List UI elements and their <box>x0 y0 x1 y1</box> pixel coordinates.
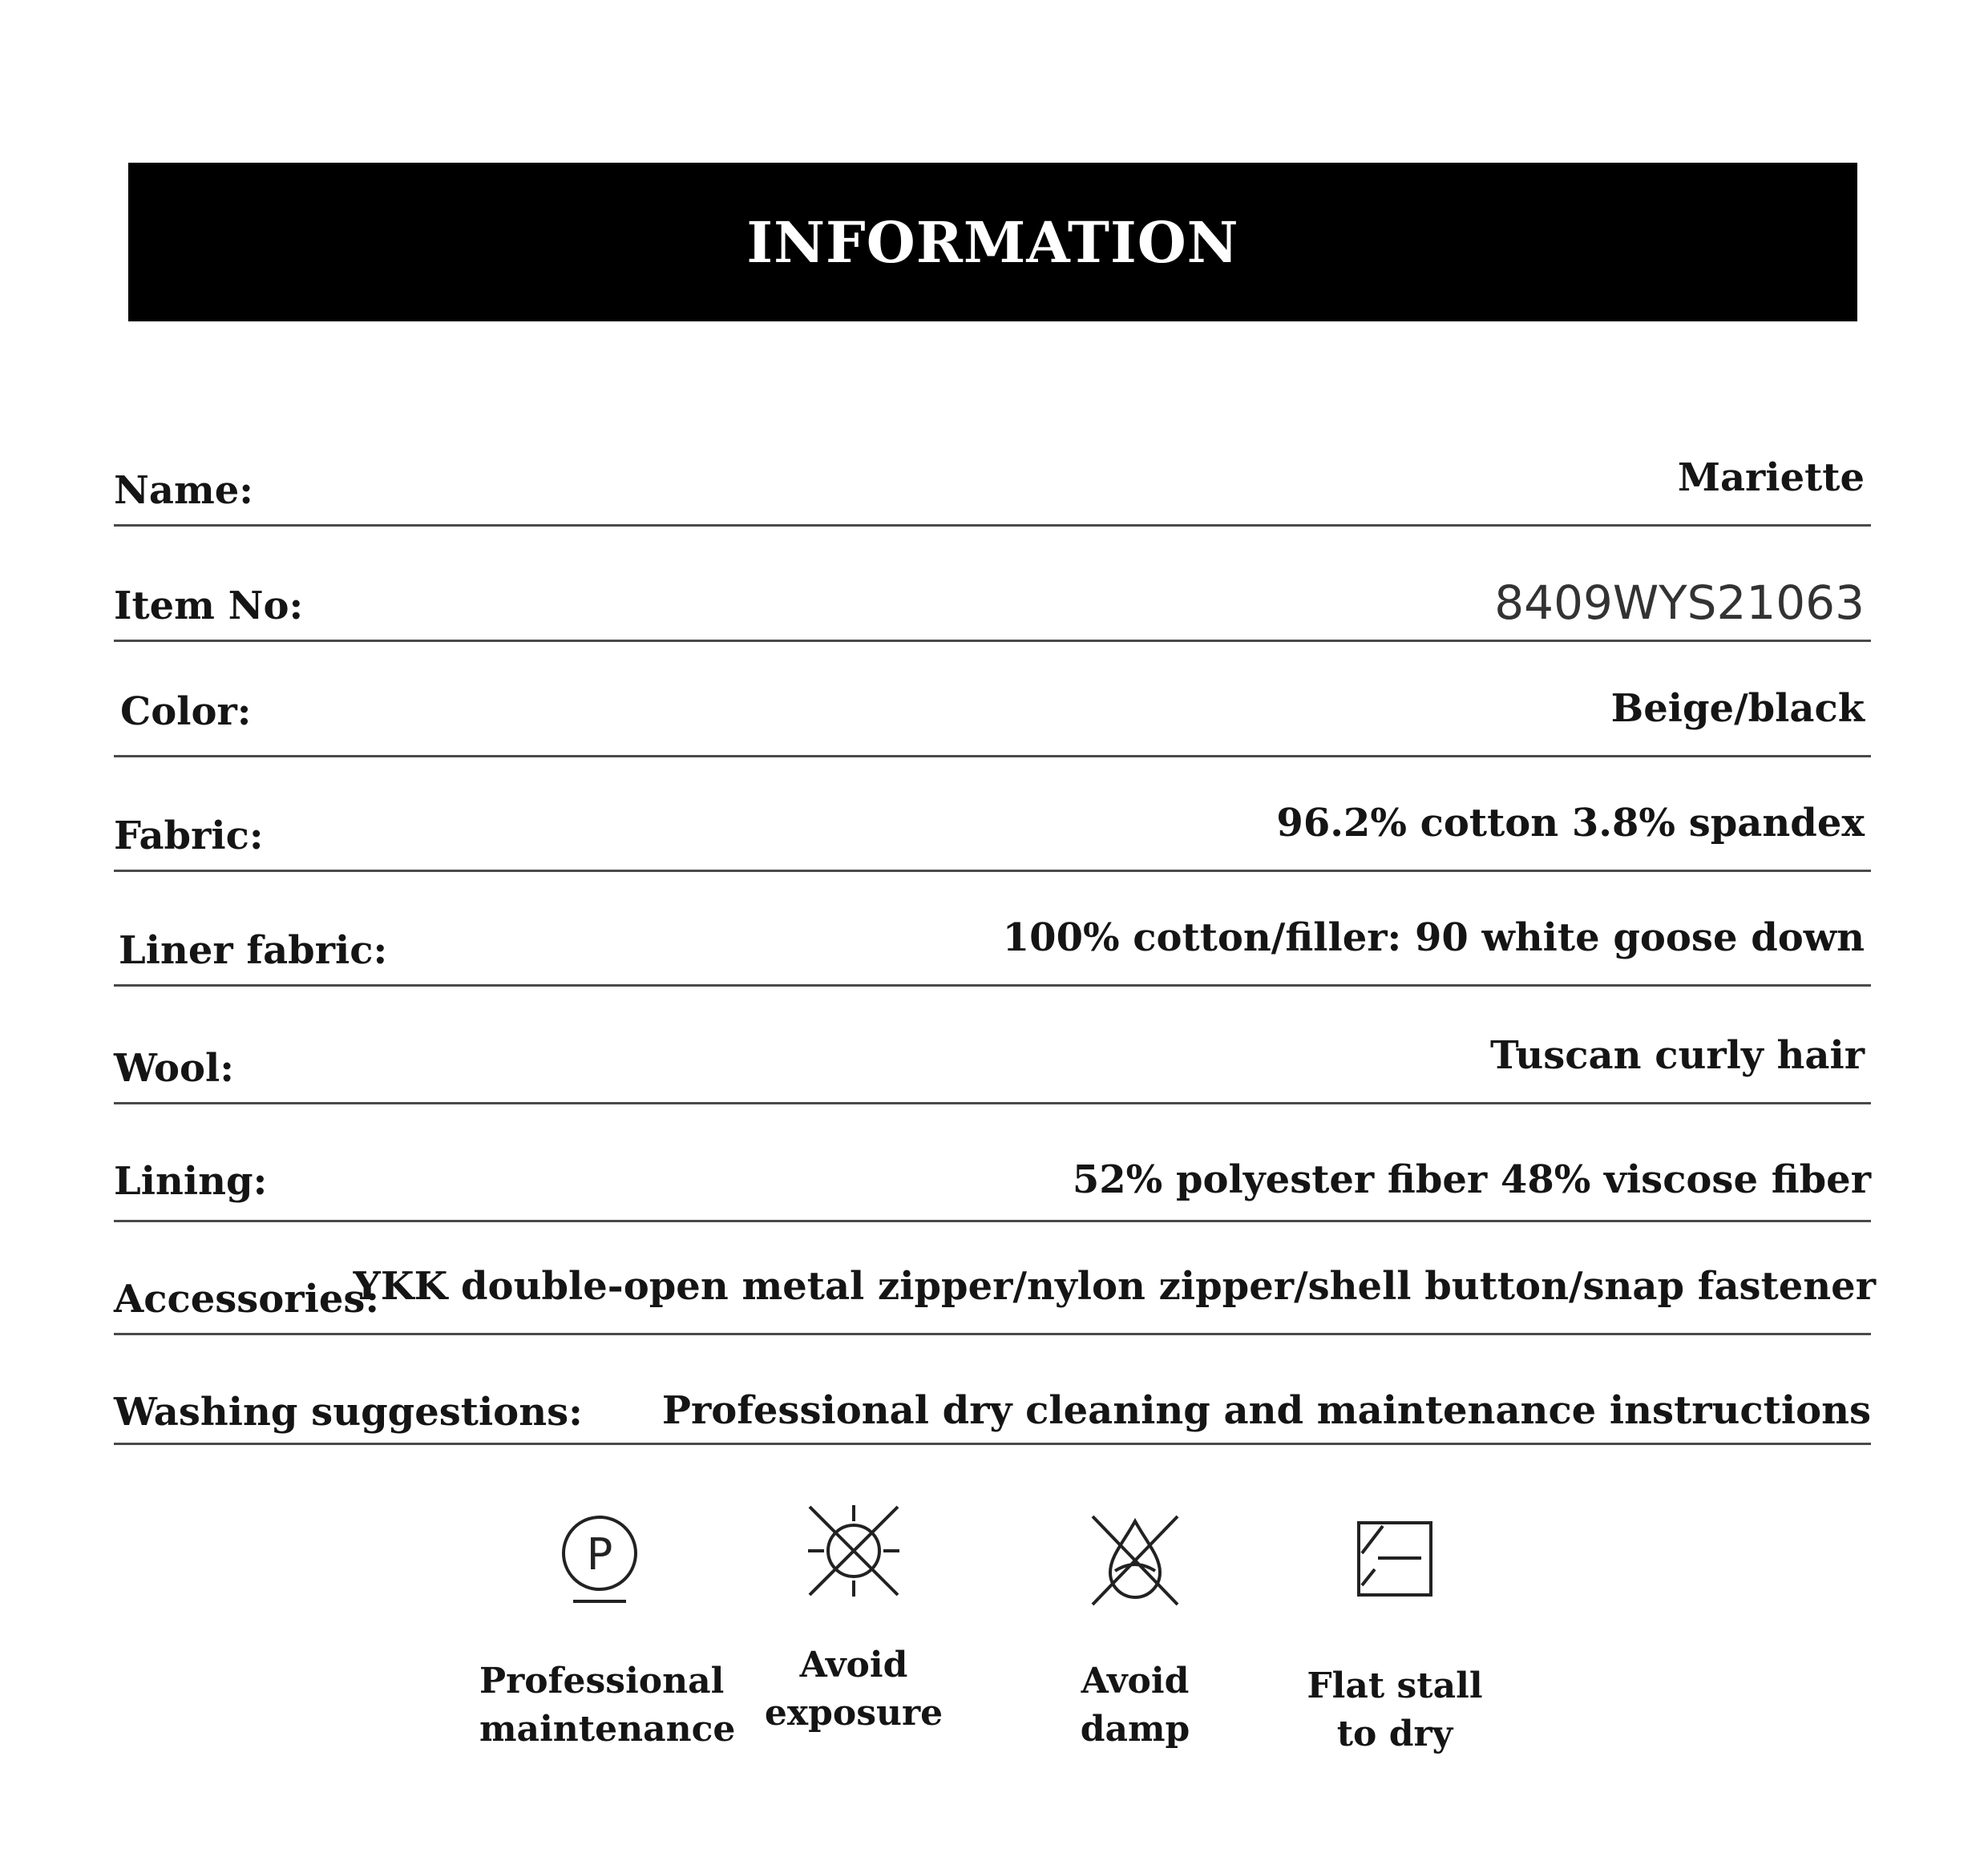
page-title: INFORMATION <box>746 208 1239 276</box>
detail-label: Liner fabric: <box>119 928 388 973</box>
care-label: Flat stall to dry <box>1307 1665 1483 1754</box>
detail-label: Color: <box>120 689 252 734</box>
detail-label: Name: <box>114 468 254 513</box>
detail-value: Beige/black <box>1610 686 1865 731</box>
detail-value: 52% polyester fiber 48% viscose fiber <box>1072 1157 1871 1202</box>
detail-value: 8409WYS21063 <box>1494 575 1865 630</box>
detail-value: YKK double-open metal zipper/nylon zipper/shell button/snap fastener <box>353 1264 1876 1309</box>
flat-dry-icon <box>1343 1507 1447 1611</box>
detail-value: Professional dry cleaning and maintenance instructions <box>661 1388 1871 1433</box>
care-item-avoid-damp <box>1015 1507 1255 1754</box>
detail-label: Item No: <box>114 583 304 628</box>
detail-row-lining <box>114 1124 1871 1222</box>
care-label: Professional maintenance <box>479 1661 736 1750</box>
professional-cleaning-icon <box>548 1507 652 1611</box>
avoid-sun-exposure-icon <box>802 1499 906 1603</box>
detail-label: Accessories: <box>114 1277 380 1322</box>
detail-label: Wool: <box>114 1046 234 1091</box>
detail-row-item-no <box>114 543 1871 642</box>
header-bar <box>128 163 1857 321</box>
detail-value: 100% cotton/filler: 90 white goose down <box>1002 915 1865 960</box>
avoid-damp-icon <box>1083 1507 1187 1611</box>
detail-label: Lining: <box>114 1159 268 1204</box>
care-label: Avoid damp <box>1080 1661 1190 1750</box>
detail-row-name <box>114 428 1871 527</box>
detail-label: Washing suggestions: <box>114 1390 583 1435</box>
detail-value: 96.2% cotton 3.8% spandex <box>1276 801 1865 846</box>
detail-value: Mariette <box>1677 455 1865 500</box>
detail-value: Tuscan curly hair <box>1490 1033 1865 1078</box>
detail-label: Fabric: <box>114 813 264 858</box>
detail-row-washing-suggestions <box>114 1346 1871 1445</box>
detail-row-accessories <box>114 1237 1876 1335</box>
care-label: Avoid exposure <box>764 1645 943 1734</box>
detail-row-color <box>114 659 1871 757</box>
care-item-avoid-exposure <box>733 1499 974 1738</box>
care-item-flat-dry <box>1275 1507 1515 1758</box>
detail-row-liner-fabric <box>114 888 1871 987</box>
detail-row-fabric <box>114 773 1871 872</box>
detail-row-wool <box>114 1006 1871 1104</box>
care-item-professional-maintenance <box>479 1507 736 1754</box>
svg-text:P: P <box>586 1529 613 1580</box>
